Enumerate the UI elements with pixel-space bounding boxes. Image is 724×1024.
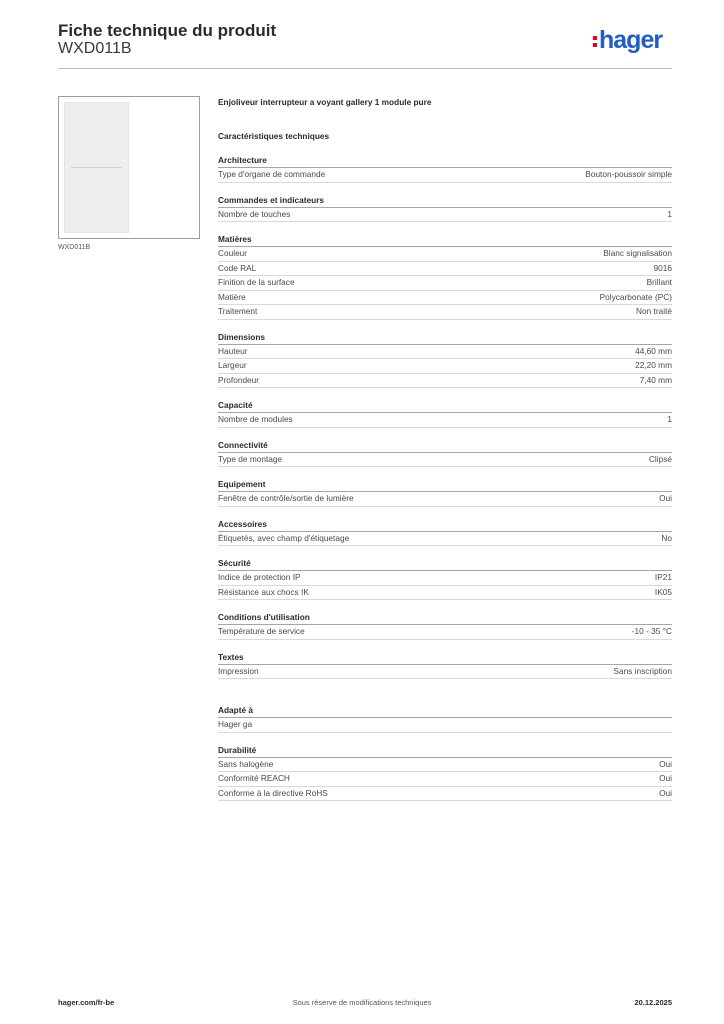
spec-value: IP21 bbox=[654, 572, 672, 582]
spec-section bbox=[218, 331, 672, 389]
spec-value: -10 - 35 °C bbox=[631, 626, 672, 636]
product-code: WXD011B bbox=[58, 40, 132, 57]
spec-row bbox=[218, 571, 672, 586]
spec-label: Traitement bbox=[218, 306, 258, 316]
section-title: Equipement bbox=[218, 478, 672, 492]
spec-value: 44,60 mm bbox=[635, 345, 672, 356]
section-title: Sécurité bbox=[218, 557, 672, 571]
spec-value: Oui bbox=[659, 787, 672, 798]
section-title: Connectivité bbox=[218, 439, 672, 453]
section-title: Textes bbox=[218, 651, 672, 665]
spec-label: Sans halogène bbox=[218, 758, 274, 769]
spec-section bbox=[218, 557, 672, 600]
spec-row bbox=[218, 492, 672, 507]
spec-heading: Caractéristiques techniques bbox=[218, 131, 330, 141]
spec-value: 7,40 mm bbox=[639, 374, 672, 385]
spec-value: Oui bbox=[659, 758, 672, 769]
spec-label: Hauteur bbox=[218, 345, 248, 356]
spec-value: Non traité bbox=[636, 306, 672, 316]
spec-label: Hager ga bbox=[218, 719, 253, 729]
spec-value: 1 bbox=[667, 414, 672, 424]
spec-row bbox=[218, 453, 672, 468]
spec-section bbox=[218, 704, 672, 733]
spec-row bbox=[218, 665, 672, 680]
section-title: Commandes et indicateurs bbox=[218, 194, 672, 208]
spec-sections bbox=[218, 154, 672, 801]
spec-section bbox=[218, 439, 672, 468]
spec-value: Blanc signalisation bbox=[603, 248, 672, 258]
logo-text: hager bbox=[599, 26, 663, 54]
spec-label: Fenêtre de contrôle/sortie de lumière bbox=[218, 493, 354, 503]
spec-section bbox=[218, 651, 672, 680]
spec-label: Code RAL bbox=[218, 262, 257, 273]
spec-label: Résistance aux chocs IK bbox=[218, 586, 309, 597]
spec-label: Conforme à la directive RoHS bbox=[218, 787, 328, 798]
spec-row bbox=[218, 208, 672, 223]
section-title: Accessoires bbox=[218, 518, 672, 532]
spec-section bbox=[218, 611, 672, 640]
spec-section bbox=[218, 194, 672, 223]
spec-label: Profondeur bbox=[218, 374, 260, 385]
section-title: Durabilité bbox=[218, 744, 672, 758]
spec-label: Finition de la surface bbox=[218, 277, 295, 287]
footer-note: Sous réserve de modifications techniques bbox=[292, 998, 432, 1007]
spec-value: 1 bbox=[667, 208, 672, 219]
spec-row bbox=[218, 586, 672, 601]
spec-row bbox=[218, 345, 672, 360]
spec-label: Conformité REACH bbox=[218, 773, 290, 783]
spec-value: Oui bbox=[659, 773, 672, 783]
section-title: Matières bbox=[218, 233, 672, 247]
spec-row bbox=[218, 291, 672, 306]
section-title: Dimensions bbox=[218, 331, 672, 345]
spec-row bbox=[218, 772, 672, 787]
spec-row bbox=[218, 305, 672, 320]
spec-value: Oui bbox=[659, 493, 672, 503]
spec-label: Impression bbox=[218, 665, 259, 676]
spec-value: Brillant bbox=[646, 277, 672, 287]
spec-value: Bouton-poussoir simple bbox=[585, 169, 672, 179]
page-title: Fiche technique du produit bbox=[58, 21, 277, 40]
spec-label: Largeur bbox=[218, 360, 247, 370]
spec-label: Température de service bbox=[218, 626, 305, 636]
product-image bbox=[58, 96, 200, 239]
spec-row bbox=[218, 276, 672, 291]
spec-row bbox=[218, 532, 672, 547]
spec-section bbox=[218, 744, 672, 802]
spec-section bbox=[218, 518, 672, 547]
logo-dots-icon bbox=[593, 36, 597, 47]
spec-row bbox=[218, 413, 672, 428]
spec-value: IK05 bbox=[654, 586, 672, 597]
spec-row bbox=[218, 374, 672, 389]
spec-value: No bbox=[661, 532, 672, 543]
spec-panel bbox=[218, 95, 672, 801]
product-name: Enjoliveur interrupteur a voyant gallery 1 module pure bbox=[218, 97, 432, 107]
section-title: Architecture bbox=[218, 154, 672, 168]
section-title: Adapté à bbox=[218, 704, 672, 718]
spec-label: Type d'organe de commande bbox=[218, 169, 326, 179]
spec-label: Étiquetés, avec champ d'étiquetage bbox=[218, 532, 350, 543]
spec-section bbox=[218, 399, 672, 428]
spec-row bbox=[218, 168, 672, 183]
hager-logo[interactable] bbox=[593, 28, 662, 53]
spec-section bbox=[218, 233, 672, 320]
spec-row bbox=[218, 359, 672, 374]
section-title: Conditions d'utilisation bbox=[218, 611, 672, 625]
spec-value: Clipsé bbox=[648, 453, 672, 464]
spec-section bbox=[218, 154, 672, 183]
spec-label: Indice de protection IP bbox=[218, 572, 301, 582]
footer-date: 20.12.2025 bbox=[634, 998, 672, 1007]
spec-label: Type de montage bbox=[218, 453, 283, 464]
spec-value: Sans inscription bbox=[613, 665, 672, 676]
section-title: Capacité bbox=[218, 399, 672, 413]
spec-label: Nombre de modules bbox=[218, 414, 293, 424]
spec-row bbox=[218, 787, 672, 802]
header-divider bbox=[58, 68, 672, 69]
spec-row bbox=[218, 625, 672, 640]
spec-row bbox=[218, 247, 672, 262]
cover-plate-image bbox=[64, 102, 129, 233]
spec-value: 9016 bbox=[653, 262, 672, 273]
spec-section bbox=[218, 478, 672, 507]
spec-label: Nombre de touches bbox=[218, 208, 291, 219]
spec-label: Matière bbox=[218, 291, 246, 302]
spec-label: Couleur bbox=[218, 248, 248, 258]
spec-value: Polycarbonate (PC) bbox=[599, 291, 672, 302]
spec-row bbox=[218, 262, 672, 277]
image-caption: WXD011B bbox=[58, 244, 91, 251]
spec-row bbox=[218, 758, 672, 773]
spec-value: 22,20 mm bbox=[635, 360, 672, 370]
spec-row bbox=[218, 718, 672, 733]
footer-website-link[interactable]: hager.com/fr-be bbox=[58, 998, 115, 1007]
